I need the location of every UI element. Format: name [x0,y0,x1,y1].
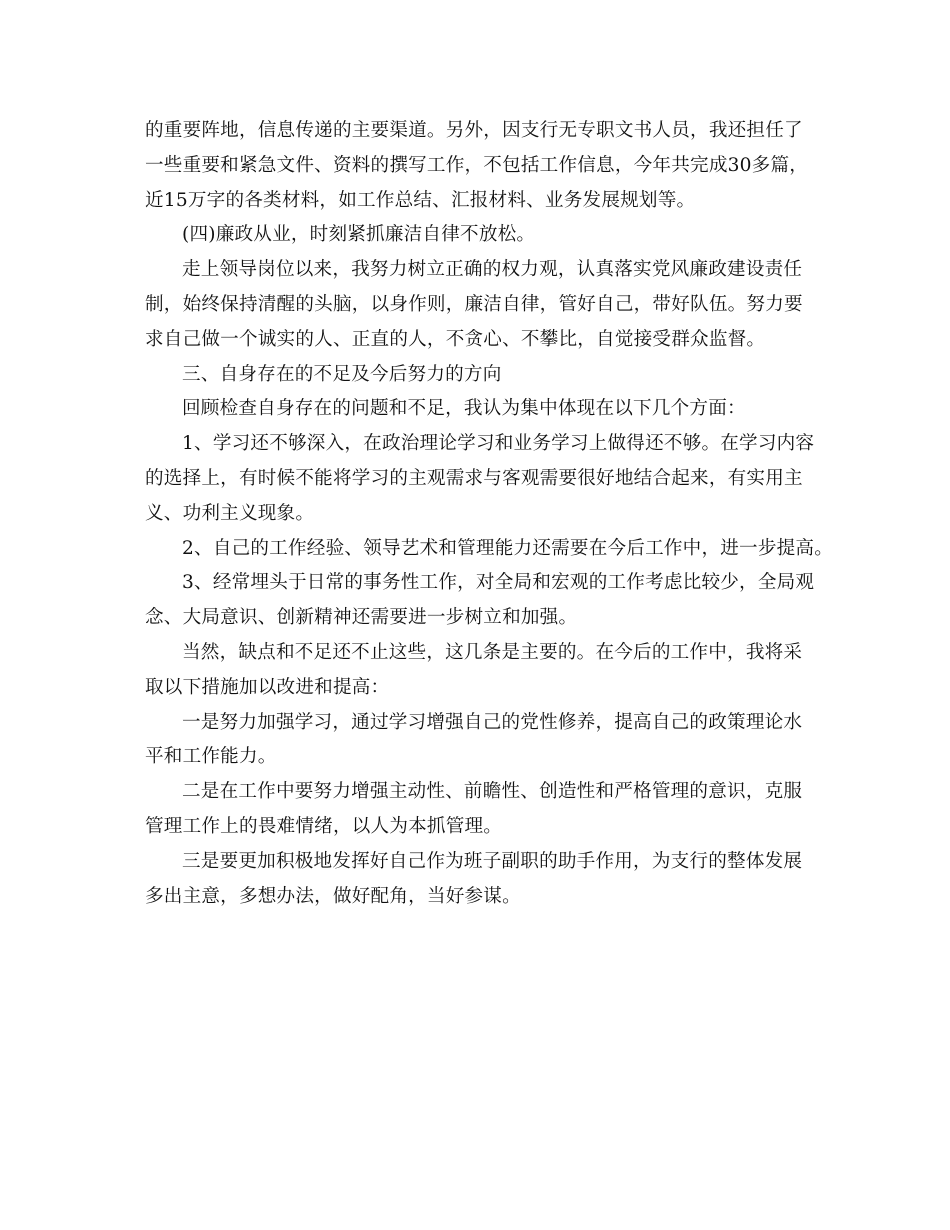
list-item: 三是要更加积极地发挥好自己作为班子副职的助手作用，为支行的整体发展 [182,850,803,872]
text-line: 求自己做一个诚实的人、正直的人，不贪心、不攀比，自觉接受群众监督。 [145,328,766,350]
text-line: 念、大局意识、创新精神还需要进一步树立和加强。 [145,607,578,629]
list-item: 二是在工作中要努力增强主动性、前瞻性、创造性和严格管理的意识，克服 [182,781,803,803]
section-heading: 三、自身存在的不足及今后努力的方向 [182,363,502,385]
text-line: 义、功利主义现象。 [145,502,315,524]
text-line: 制，始终保持清醒的头脑，以身作则，廉洁自律，管好自己，带好队伍。努力要 [145,293,803,315]
text-line: 近15万字的各类材料，如工作总结、汇报材料、业务发展规划等。 [145,189,696,211]
text-line: 一些重要和紧急文件、资料的撰写工作，不包括工作信息，今年共完成30多篇， [145,154,809,176]
text-line: 平和工作能力。 [145,746,277,768]
text-line: 回顾检查自身存在的问题和不足，我认为集中体现在以下几个方面： [182,398,746,420]
document-body [145,114,834,914]
text-line: 的重要阵地，信息传递的主要渠道。另外，因支行无专职文书人员，我还担任了 [145,120,803,141]
text-line: 走上领导岗位以来，我努力树立正确的权力观，认真落实党风廉政建设责任 [182,259,803,281]
section-heading: (四)廉政从业，时刻紧抓廉洁自律不放松。 [182,224,536,246]
text-line: 管理工作上的畏难情绪，以人为本抓管理。 [145,815,503,837]
list-item: 2、自己的工作经验、领导艺术和管理能力还需要在今后工作中，进一步提高。 [182,537,834,559]
list-item: 一是努力加强学习，通过学习增强自己的党性修养，提高自己的政策理论水 [182,711,803,733]
list-item: 1、学习还不够深入，在政治理论学习和业务学习上做得还不够。在学习内容 [182,433,815,455]
text-line: 取以下措施加以改进和提高： [145,676,390,698]
list-item: 3、经常埋头于日常的事务性工作，对全局和宏观的工作考虑比较少，全局观 [182,572,815,594]
text-line: 的选择上，有时候不能将学习的主观需求与客观需要很好地结合起来，有实用主 [145,467,803,489]
text-line: 多出主意，多想办法，做好配角，当好参谋。 [145,885,521,907]
text-line: 当然，缺点和不足还不止这些，这几条是主要的。在今后的工作中，我将采 [182,641,803,663]
